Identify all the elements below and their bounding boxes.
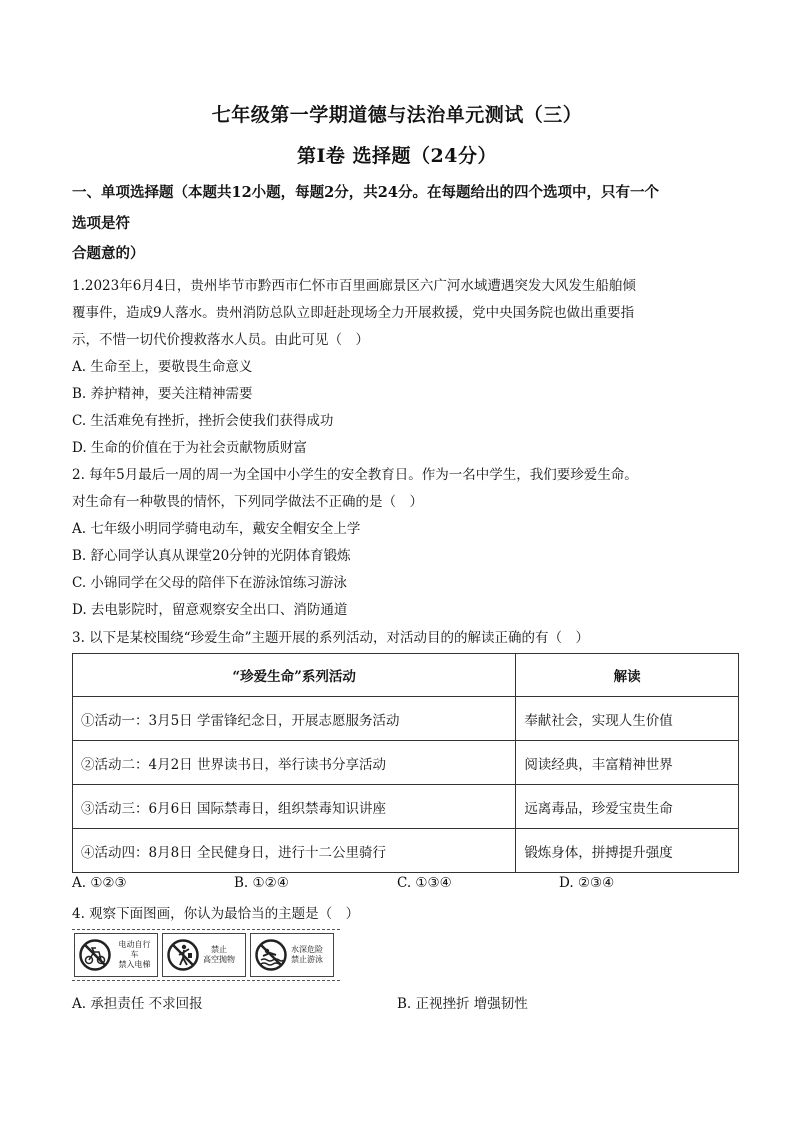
section-heading-line1: 一、单项选择题（本题共12小题，每题2分，共24分。在每题给出的四个选项中，只有一个 (72, 184, 659, 201)
q2-stem-line2: 对生命有一种敬畏的情怀，下列同学做法不正确的是（ ） (72, 494, 423, 510)
sign-text: 电动自行车 禁入电梯 (118, 940, 151, 969)
table-header-cell: “珍爱生命”系列活动 (73, 654, 516, 697)
sign-no-ebike (74, 933, 158, 977)
q2-option-a: A. 七年级小明同学骑电动车，戴安全帽安全上学 (72, 521, 361, 537)
q2-option-d: D. 去电影院时，留意观察安全出口、消防通道 (72, 602, 348, 618)
q1-option-b: B. 养护精神，要关注精神需要 (72, 386, 253, 402)
activities-table (72, 653, 739, 873)
q2-option-c: C. 小锦同学在父母的陪伴下在游泳馆练习游泳 (72, 575, 347, 591)
q2-option-b: B. 舒心同学认真从课堂20分钟的光阴体育锻炼 (72, 548, 351, 564)
no-throwing-icon (166, 938, 200, 972)
q3-option-c: C. ①③④ (397, 875, 452, 891)
sign-no-throwing (162, 933, 246, 977)
table-row (73, 741, 739, 785)
table-header-cell: 解读 (516, 654, 739, 697)
table-row (73, 785, 739, 829)
q1-option-d: D. 生命的价值在于为社会贡献物质财富 (72, 440, 307, 456)
table-cell: ④活动四：8月8日 全民健身日，进行十二公里骑行 (73, 829, 516, 873)
table-cell: ②活动二：4月2日 世界读书日，举行读书分享活动 (73, 741, 516, 785)
table-cell: ③活动三：6月6日 国际禁毒日，组织禁毒知识讲座 (73, 785, 516, 829)
table-cell: 远离毒品，珍爱宝贵生命 (516, 785, 739, 829)
section-subtitle: 第Ⅰ卷 选择题（24分） (297, 145, 497, 167)
q1-stem-line1: 1.2023年6月4日，贵州毕节市黔西市仁怀市百里画廊景区六广河水域遭遇突发大风发生船舶倾 (72, 278, 636, 294)
no-ebike-icon (78, 938, 112, 972)
table-cell: 奉献社会，实现人生价值 (516, 697, 739, 741)
section-heading-line2: 选项是符 (72, 215, 130, 232)
table-header-row (73, 654, 739, 697)
sign-text: 水深危险 禁止游泳 (291, 945, 323, 964)
q3-option-b: B. ①②④ (234, 875, 289, 891)
q3-option-d: D. ②③④ (559, 875, 615, 891)
no-swimming-icon (254, 938, 288, 972)
q1-stem-line3: 示，不惜一切代价搜救落水人员。由此可见（ ） (72, 332, 369, 348)
table-row (73, 829, 739, 873)
q4-stem: 4. 观察下面图画，你认为最恰当的主题是（ ） (72, 906, 360, 922)
sign-no-swimming (250, 933, 334, 977)
q1-option-c: C. 生活难免有挫折，挫折会使我们获得成功 (72, 413, 334, 429)
q3-stem: 3. 以下是某校围绕“珍爱生命”主题开展的系列活动，对活动目的的解读正确的有（ ） (72, 630, 589, 646)
q3-option-a: A. ①②③ (72, 875, 127, 891)
table-cell: ①活动一：3月5日 学雷锋纪念日，开展志愿服务活动 (73, 697, 516, 741)
table-cell: 阅读经典，丰富精神世界 (516, 741, 739, 785)
q1-option-a: A. 生命至上，要敬畏生命意义 (72, 359, 253, 375)
q4-option-a: A. 承担责任 不求回报 (72, 996, 203, 1012)
q1-stem-line2: 覆事件，造成9人落水。贵州消防总队立即赶赴现场全力开展救援，党中央国务院也做出重要指 (72, 305, 635, 321)
table-row (73, 697, 739, 741)
sign-text: 禁止 高空抛物 (203, 945, 235, 964)
warning-signs-image (72, 929, 340, 981)
q4-option-b: B. 正视挫折 增强韧性 (397, 996, 528, 1012)
q2-stem-line1: 2. 每年5月最后一周的周一为全国中小学生的安全教育日。作为一名中学生，我们要珍爱生命。 (72, 467, 638, 483)
exam-title: 七年级第一学期道德与法治单元测试（三） (211, 104, 583, 126)
section-heading-line3: 合题意的） (72, 245, 145, 262)
table-cell: 锻炼身体，拼搏提升强度 (516, 829, 739, 873)
